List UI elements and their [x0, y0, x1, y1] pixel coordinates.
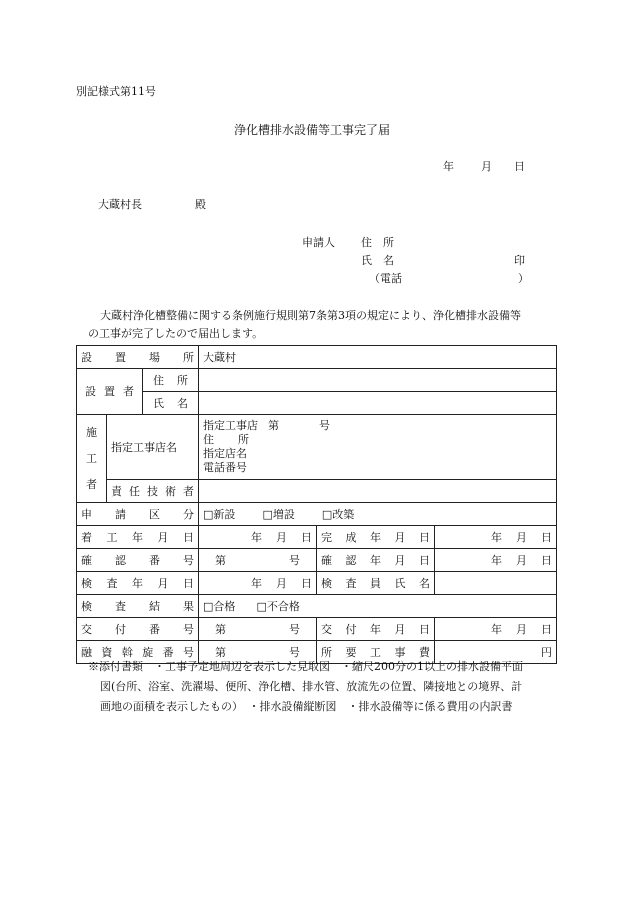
attachments-line3: 画地の面積を表示したもの） ・排水設備縦断図 ・排水設備等に係る費用の内訳書	[100, 700, 513, 713]
row-inspection-result	[77, 595, 557, 618]
delivery-date-value[interactable]: 年 月 日	[435, 618, 557, 641]
phone-open: （電話	[369, 272, 402, 285]
result-options	[199, 595, 557, 618]
installer-address-label: 住 所	[153, 373, 189, 387]
row-location	[77, 346, 557, 369]
applicant-label: 申請人	[302, 236, 335, 249]
inspection-result-label: 検 査 結 果	[81, 599, 194, 613]
loan-no-value[interactable]: 第 号	[199, 641, 317, 664]
row-delivery	[77, 618, 557, 641]
start-date-label: 着 工 年 月 日	[81, 530, 194, 544]
row-confirm	[77, 549, 557, 572]
attachments-line2: 図(台所、浴室、洗濯場、便所、浄化槽、排水管、放流先の位置、隣接地との境界、計	[100, 680, 523, 693]
row-engineer	[77, 480, 557, 503]
completion-date-label: 完 成 年 月 日	[321, 530, 431, 544]
applicant-address-label: 住 所	[361, 236, 394, 249]
inspection-date-label: 検 査 年 月 日	[81, 576, 194, 590]
engineer-value[interactable]	[199, 480, 557, 503]
row-inspection-date	[77, 572, 557, 595]
inspection-date-value[interactable]: 年 月 日	[199, 572, 317, 595]
phone-close: ）	[518, 272, 529, 285]
cost-label: 所 要 工 事 費	[321, 645, 431, 659]
document-title: 浄化槽排水設備等工事完了届	[234, 123, 391, 137]
row-installer-address	[77, 369, 557, 392]
option-rebuild[interactable]: □改築	[321, 507, 355, 521]
addressee-honorific: 殿	[195, 198, 206, 211]
date-day: 日	[514, 160, 525, 173]
installer-name-value[interactable]	[199, 392, 557, 415]
option-pass[interactable]: □合格	[203, 599, 236, 613]
delivery-no-value[interactable]: 第 号	[199, 618, 317, 641]
delivery-no-label: 交 付 番 号	[81, 622, 194, 636]
row-application-type	[77, 503, 557, 526]
confirm-no-value[interactable]: 第 号	[199, 549, 317, 572]
installer-address-value[interactable]	[199, 369, 557, 392]
cost-value[interactable]: 円	[435, 641, 557, 664]
addressee-name: 大蔵村長	[98, 198, 142, 211]
date-year: 年	[443, 160, 454, 173]
seal-mark: 印	[514, 254, 525, 267]
completion-form-table	[76, 345, 557, 664]
start-date-value[interactable]: 年 月 日	[199, 526, 317, 549]
confirm-no-label: 確 認 番 号	[81, 553, 194, 567]
attachments-note	[88, 657, 558, 717]
application-options	[199, 503, 557, 526]
body-text-line1: 大蔵村浄化槽整備に関する条例施行規則第7条第3項の規定により、浄化槽排水設備等	[100, 309, 521, 322]
row-installer-name	[77, 392, 557, 415]
option-new[interactable]: □新設	[203, 507, 236, 521]
row-start-date	[77, 526, 557, 549]
row-designated-shop	[77, 415, 557, 480]
installer-label: 設 置 者	[77, 369, 143, 415]
engineer-label: 責 任 技 術 者	[111, 484, 194, 498]
contractor-label: 施 工 者	[77, 415, 107, 503]
attachments-line1: ※添付書類 ・工事予定地周辺を表示した見取図 ・縮尺200分の1以上の排水設備平面	[88, 660, 523, 673]
option-fail[interactable]: □不合格	[256, 599, 300, 613]
completion-date-value[interactable]: 年 月 日	[435, 526, 557, 549]
inspector-label: 検 査 員 氏 名	[321, 576, 431, 590]
location-value: 大蔵村	[199, 346, 557, 369]
date-month: 月	[481, 160, 492, 173]
designated-shop-details[interactable]: 指定工事店 第 号 住 所 指定店名 電話番号	[199, 415, 557, 480]
delivery-date-label: 交 付 年 月 日	[321, 622, 431, 636]
application-type-label: 申 請 区 分	[81, 507, 194, 521]
confirm-date-label: 確 認 年 月 日	[321, 553, 431, 567]
confirm-date-value[interactable]: 年 月 日	[435, 549, 557, 572]
installer-name-label: 氏 名	[153, 396, 189, 410]
designated-shop-label: 指定工事店名	[107, 415, 199, 480]
location-label: 設 置 場 所	[81, 350, 194, 364]
form-number: 別記様式第11号	[76, 85, 156, 98]
body-text-line2: の工事が完了したので届出します。	[88, 327, 264, 340]
loan-no-label: 融 資 斡 旋 番 号	[81, 645, 195, 659]
option-extension[interactable]: □増設	[262, 507, 295, 521]
applicant-name-label: 氏 名	[361, 254, 394, 267]
inspector-value[interactable]	[435, 572, 557, 595]
